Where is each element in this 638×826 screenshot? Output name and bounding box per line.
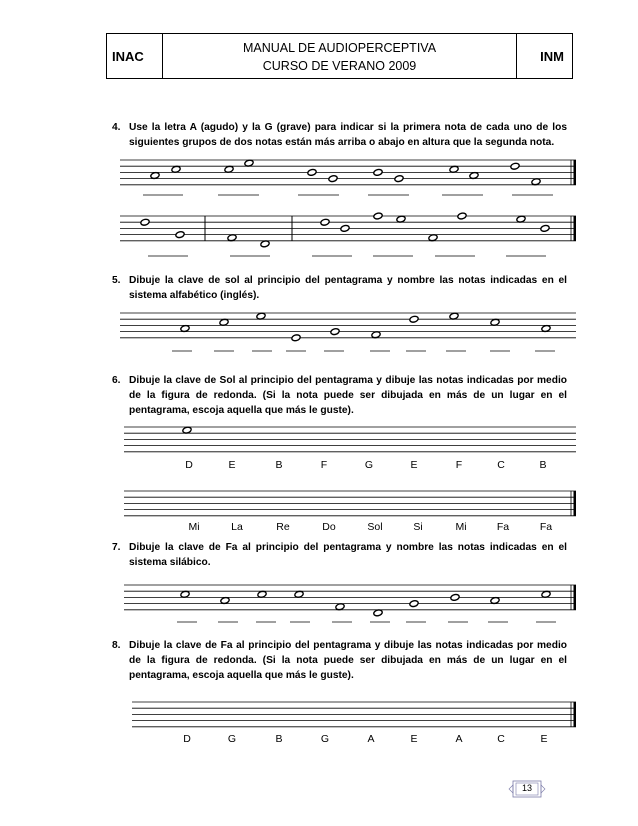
ex6-note-label: E (410, 459, 418, 471)
ex6-note-label: B (539, 459, 547, 471)
whole-note (307, 169, 317, 177)
ex8-note-label: G (320, 733, 330, 745)
exercise-text: Dibuje la clave de sol al principio del pentagrama y nombre las notas indicadas en el sistema alfabético (inglés). (129, 275, 567, 301)
whole-note (330, 328, 340, 336)
whole-note (256, 312, 266, 320)
exercise-number: 6. (112, 375, 121, 386)
ex6-syllable-label: Re (276, 521, 290, 533)
whole-note (457, 212, 467, 220)
exercise-text: Dibuje la clave de Sol al principio del pentagrama y dibuje las notas indicadas por medio de la figura de redonda. (Si la nota puede ser dibujada en más de un lugar en el pentagrama, escoja aquella que más le guste). (129, 375, 567, 416)
ex6-syllable-label: La (231, 521, 243, 533)
ex6-syllable-label: Fa (496, 521, 510, 533)
whole-note (541, 590, 551, 598)
exercise-number: 4. (112, 122, 121, 133)
whole-note (490, 597, 500, 605)
ex6-syllable-label: Si (413, 521, 423, 533)
whole-note (180, 325, 190, 333)
whole-note (171, 165, 181, 173)
ex6-syllable-label: Fa (539, 521, 553, 533)
whole-note (449, 165, 459, 173)
ex6-note-label: B (275, 459, 283, 471)
ex6-syllable-label: Do (322, 521, 336, 533)
whole-note (449, 312, 459, 320)
whole-note (396, 215, 406, 223)
ex8-note-label: A (455, 733, 463, 745)
ex6-syllable-label: Mi (188, 521, 200, 533)
whole-note (257, 590, 267, 598)
whole-note (541, 325, 551, 333)
ex6-syllable-label: Mi (455, 521, 467, 533)
whole-note (224, 165, 234, 173)
whole-note (294, 590, 304, 598)
whole-note (260, 240, 270, 248)
whole-note (340, 225, 350, 233)
whole-note (409, 315, 419, 323)
final-barline (574, 160, 577, 185)
whole-note (175, 231, 185, 239)
page-number-badge (507, 780, 547, 798)
ex6-note-label: D (185, 459, 193, 471)
whole-note (328, 175, 338, 183)
whole-note (510, 162, 520, 170)
whole-note (394, 175, 404, 183)
exercise-number: 8. (112, 640, 121, 651)
ex6-syllable-label: Sol (367, 521, 383, 533)
final-barline (574, 216, 577, 241)
whole-note (219, 318, 229, 326)
whole-note (516, 215, 526, 223)
ex6-note-label: C (497, 459, 505, 471)
whole-note (227, 234, 237, 242)
exercise-text: Dibuje la clave de Fa al principio del pentagrama y nombre las notas indicadas en el sistema silábico. (129, 542, 567, 568)
whole-note (244, 159, 254, 167)
whole-note (335, 603, 345, 611)
final-barline (574, 702, 577, 727)
whole-note (490, 318, 500, 326)
whole-note (469, 172, 479, 180)
ex8-note-label: E (410, 733, 418, 745)
ex6-note-label: E (228, 459, 236, 471)
header-right: INM (540, 49, 564, 64)
whole-note (373, 212, 383, 220)
whole-note (409, 600, 419, 608)
exercise-text: Use la letra A (agudo) y la G (grave) para indicar si la primera nota de cada uno de los siguientes grupos de dos notas están más arriba o abajo en altura que la segunda nota. (129, 122, 567, 148)
ex6-note-label: F (455, 459, 463, 471)
ex8-note-label: D (183, 733, 191, 745)
whole-note (450, 594, 460, 602)
whole-note (428, 234, 438, 242)
whole-note (531, 178, 541, 186)
header-left: INAC (112, 49, 144, 64)
ex8-note-label: E (540, 733, 548, 745)
header-title-line1: MANUAL DE AUDIOPERCEPTIVA (242, 41, 437, 55)
whole-note (540, 225, 550, 233)
whole-note (373, 609, 383, 617)
whole-note (182, 426, 192, 434)
whole-note (180, 590, 190, 598)
whole-note (373, 169, 383, 177)
exercise-number: 7. (112, 542, 121, 553)
ex6-note-label: G (364, 459, 374, 471)
ex8-note-label: B (275, 733, 283, 745)
whole-note (371, 331, 381, 339)
whole-note (291, 334, 301, 342)
ex8-note-label: A (367, 733, 375, 745)
exercise-number: 5. (112, 275, 121, 286)
final-barline (574, 585, 577, 610)
whole-note (320, 218, 330, 226)
ex8-note-label: G (227, 733, 237, 745)
ex8-note-label: C (497, 733, 505, 745)
final-barline (574, 491, 577, 516)
whole-note (140, 218, 150, 226)
ex6-note-label: F (320, 459, 328, 471)
whole-note (150, 172, 160, 180)
exercise-text: Dibuje la clave de Fa al principio del pentagrama y dibuje las notas indicadas por medio de la figura de redonda. (Si la nota puede ser dibujada en más de un lugar en el pentagrama, escoja aquella que más le guste). (129, 640, 567, 681)
header-title-line2: CURSO DE VERANO 2009 (262, 59, 417, 73)
page-number: 13 (521, 783, 532, 793)
whole-note (220, 597, 230, 605)
